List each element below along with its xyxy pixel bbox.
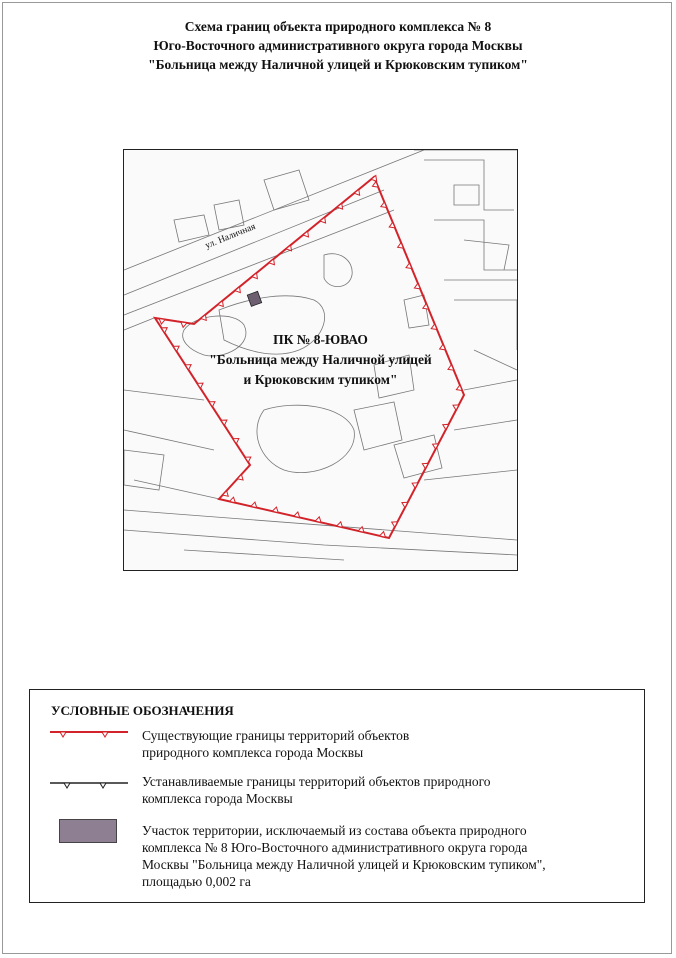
street-label: ул. Наличная — [204, 222, 258, 252]
legend-item-excluded-line-2: комплекса № 8 Юго-Восточного административного округа города — [142, 840, 528, 855]
legend-item-planned-line-1: Устанавливаемые границы территорий объектов природного — [142, 774, 491, 789]
map-label-line-1: ПК № 8-ЮВАО — [273, 332, 368, 347]
legend-item-planned — [142, 773, 491, 807]
document-title — [0, 17, 676, 74]
boundary-tick — [229, 497, 236, 503]
boundary-tick — [223, 491, 231, 499]
boundary-tick — [237, 474, 245, 482]
legend-item-existing-line-2: природного комплекса города Москвы — [142, 745, 364, 760]
map-label-line-3: и Крюковским тупиком" — [243, 372, 398, 387]
boundary-tick — [354, 189, 362, 197]
legend-item-excluded-line-4: площадью 0,002 га — [142, 874, 251, 889]
legend-item-excluded — [142, 822, 546, 890]
legend-item-planned-line-2: комплекса города Москвы — [142, 791, 293, 806]
boundary-tick — [380, 531, 387, 537]
title-line-1: Схема границ объекта природного комплекса № 8 — [184, 19, 492, 34]
boundary-tick — [251, 501, 258, 507]
legend-title: УСЛОВНЫЕ ОБОЗНАЧЕНИЯ — [51, 703, 234, 718]
boundary-tick — [235, 287, 243, 295]
boundary-tick — [245, 455, 252, 463]
legend-item-existing-line-1: Существующие границы территорий объектов — [142, 728, 410, 743]
boundary-tick — [337, 203, 345, 211]
legend-item-excluded-line-1: Участок территории, исключаемый из состава объекта природного — [142, 823, 527, 838]
excluded-parcel — [247, 291, 261, 306]
boundary-tick — [218, 301, 226, 309]
boundary-tick — [252, 273, 260, 281]
planned-boundary-symbol — [50, 779, 130, 791]
title-line-3: "Больница между Наличной улицей и Крюковским тупиком" — [148, 57, 528, 72]
boundary-tick — [209, 399, 216, 407]
excluded-area-swatch — [59, 819, 117, 843]
boundary-tick — [272, 506, 279, 512]
existing-boundary-symbol — [50, 728, 130, 740]
title-line-2: Юго-Восточного административного округа города Москвы — [153, 38, 523, 53]
boundary-tick — [294, 511, 301, 517]
legend-item-existing — [142, 727, 409, 761]
boundary-map — [123, 149, 518, 571]
boundary-tick — [337, 521, 344, 527]
boundary-tick — [221, 418, 228, 426]
boundary-tick — [315, 516, 322, 522]
boundary-tick — [269, 259, 277, 267]
boundary-tick — [320, 217, 328, 225]
boundary-tick — [180, 322, 187, 328]
map-label-line-2: "Больница между Наличной улицей — [209, 352, 432, 367]
legend-item-excluded-line-3: Москвы "Больница между Наличной улицей и Крюковским тупиком", — [142, 857, 546, 872]
boundary-tick — [233, 436, 240, 444]
boundary-tick — [303, 231, 311, 239]
legend — [29, 689, 645, 903]
boundary-tick — [358, 526, 365, 532]
boundary-tick — [201, 315, 209, 323]
